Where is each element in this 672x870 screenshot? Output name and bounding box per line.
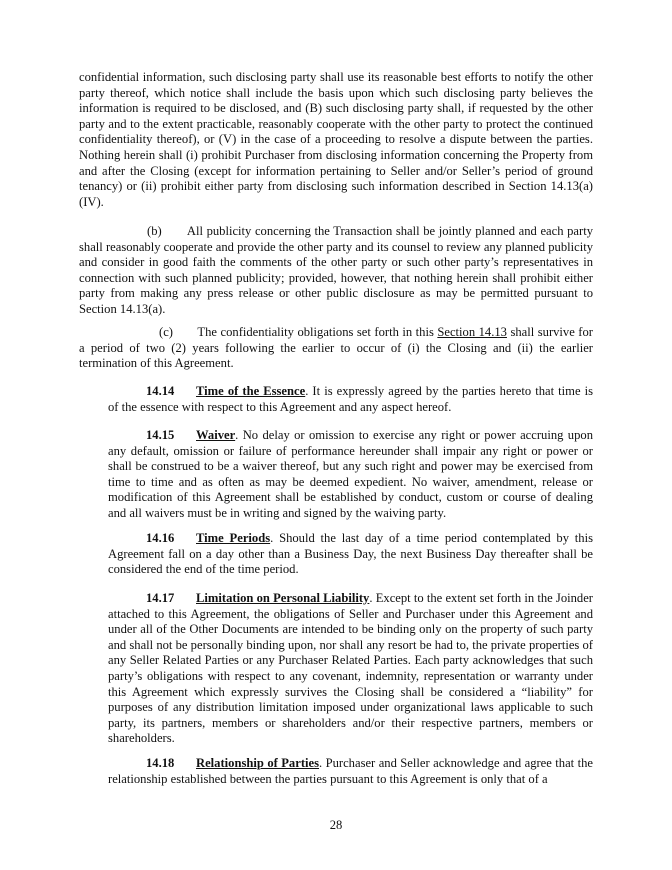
- section-body: . Should the last day of a time period contemplated by this Agreement fall on a day other than a Business Day, the next Business Day thereafter shall be considered the end of the time period.: [108, 531, 593, 577]
- paragraph-14-13-b: (b) All publicity concerning the Transaction shall be jointly planned and each party shall reasonably cooperate and provide the other party and its counsel to review any planned publicity and consider in good faith the comments of the other party or such other party’s representatives in connection with such planned publicity; provided, however, that nothing herein shall prohibit either party from making any press release or other public disclosure as may be permitted pursuant to Section 14.13(a).: [79, 224, 593, 316]
- section-14-17: [108, 591, 593, 747]
- section-number: 14.17: [146, 591, 175, 605]
- paragraph-14-13-c: [79, 325, 593, 372]
- section-number: 14.15: [146, 428, 175, 442]
- section-reference-14-13: Section 14.13: [437, 325, 507, 339]
- section-14-15: [108, 428, 593, 522]
- paragraph-continuation: confidential information, such disclosing party shall use its reasonable best efforts to notify the other party thereof, which notice shall include the basis upon which such disclosing party believes the information is required to be disclosed, and (B) such disclosing party shall, if requested by the other party and to the extent practicable, reasonably cooperate with the other party to protect the continued confidentiality thereof), or (V) in the case of a proceeding to resolve a dispute between the parties. Nothing herein shall (i) prohibit Purchaser from disclosing information concerning the Property from and after the Closing (except for information pertaining to Seller and/or Seller’s period of ground tenancy) or (ii) prohibit either party from disclosing such information described in Section 14.13(a)(IV).: [79, 70, 593, 209]
- section-heading: Waiver: [196, 428, 236, 442]
- paragraph-14-13-c-text-start: (c) The confidentiality obligations set forth in this: [159, 325, 438, 339]
- section-14-14: [108, 384, 593, 415]
- section-body: . No delay or omission to exercise any right or power accruing upon any default, omission or failure of performance hereunder shall impair any right or power or shall be construed to be a waiver thereof, but any such right and power may be exercised from time to time and as often as may be deemed expedient. No waiver, amendment, release or modification of this Agreement shall be established by conduct, custom or course of dealing and all waivers must be in writing and signed by the waiving party.: [108, 428, 593, 520]
- section-number: 14.16: [146, 531, 175, 545]
- section-body: . It is expressly agreed by the parties hereto that time is of the essence with respect to this Agreement and any aspect hereof.: [108, 384, 593, 414]
- paragraph-14-13-c-text-end: shall survive for a period of two (2) years following the earlier to occur of (i) the Closing and (ii) the earlier termination of this Agreement.: [79, 325, 593, 371]
- section-heading: Relationship of Parties: [196, 756, 320, 770]
- section-number: 14.14: [146, 384, 175, 398]
- section-number: 14.18: [146, 756, 175, 770]
- section-14-18: [108, 756, 593, 787]
- section-heading: Limitation on Personal Liability: [196, 591, 370, 605]
- section-14-16: [108, 531, 593, 578]
- page-number: 28: [329, 818, 343, 832]
- section-body: . Purchaser and Seller acknowledge and agree that the relationship established between the parties pursuant to this Agreement is only that of a: [108, 756, 594, 786]
- section-heading: Time Periods: [196, 531, 271, 545]
- section-body: . Except to the extent set forth in the Joinder attached to this Agreement, the obligations of Seller and Purchaser under this Agreement and under all of the Other Documents are intended to be binding only on the property of such party and shall not be personally binding upon, nor shall any resort be had to, the private properties of any Seller Related Parties or any Purchaser Related Parties. Each party acknowledges that such party’s obligations with respect to any covenant, indemnity, representation or warranty under this Agreement which expressly survives the Closing shall be considered a “liability” for purposes of any distribution limitation imposed under organizational laws applicable to such party, its partners, members or shareholders and/or their respective partners, members or shareholders.: [108, 591, 593, 746]
- section-heading: Time of the Essence: [196, 384, 306, 398]
